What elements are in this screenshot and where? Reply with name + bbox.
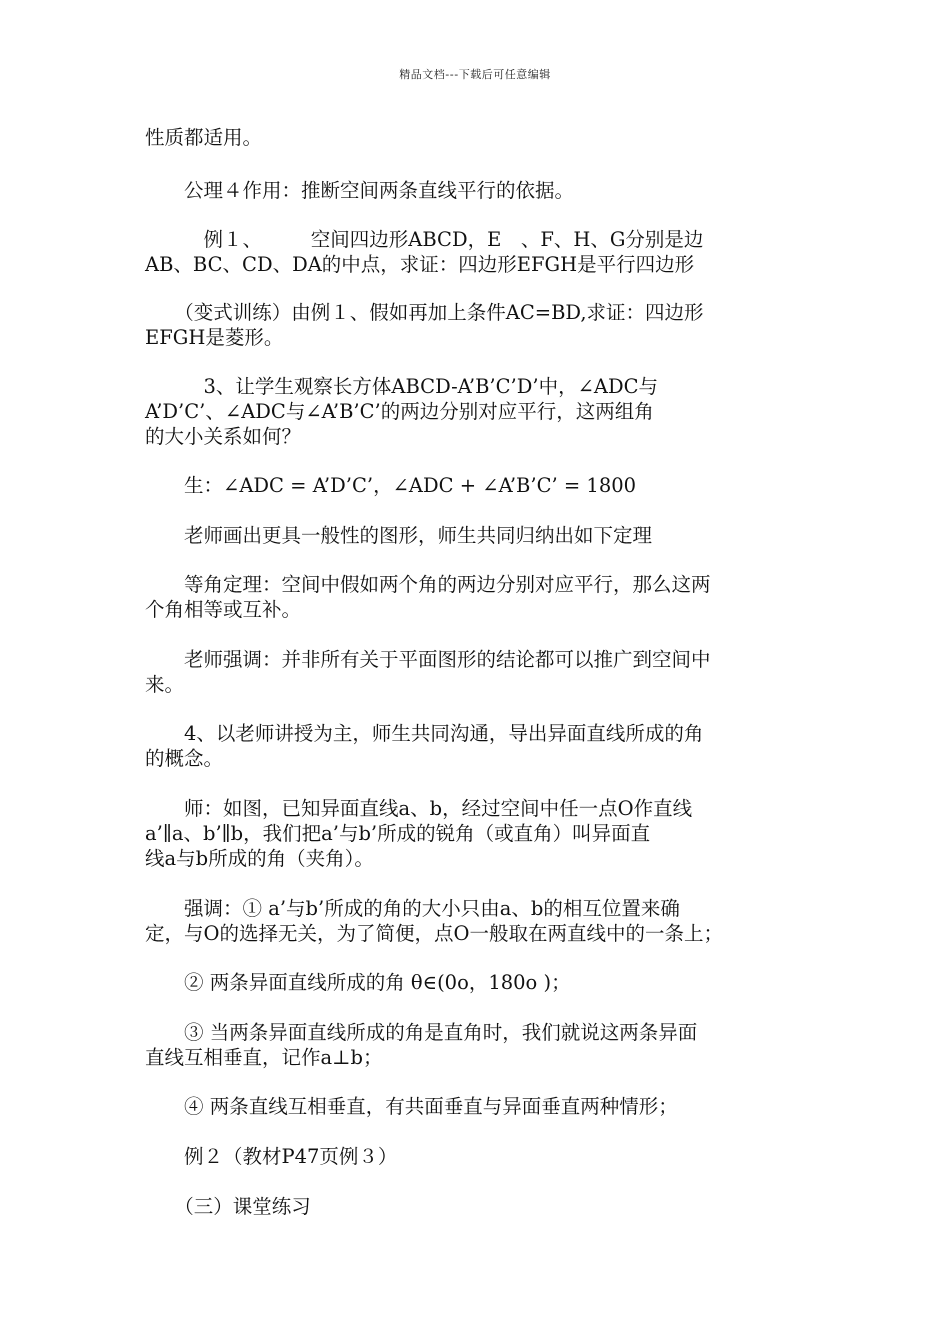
paragraph (145, 1144, 807, 1169)
text-line: （三）课堂练习 (145, 1195, 311, 1218)
text-line: 线a与b所成的角（夹角）。 (145, 847, 374, 870)
paragraph (145, 1020, 807, 1070)
paragraph (145, 473, 807, 498)
text-line: 个角相等或互补。 (145, 598, 302, 621)
text-line: A’D’C’、∠ADC与∠A’B’C’的两边分别对应平行，这两组角 (145, 400, 654, 423)
text-line: 3、让学生观察长方体ABCD-A’B’C’D’中，∠ADC与 (145, 375, 659, 398)
paragraph (145, 227, 807, 277)
paragraph (145, 647, 807, 697)
text-line: 定，与O的选择无关，为了简便，点O一般取在两直线中的一条上； (145, 922, 723, 945)
paragraph (145, 896, 807, 946)
paragraph (145, 125, 807, 150)
paragraph (145, 796, 807, 871)
paragraph (145, 523, 807, 548)
text-line: 公理４作用：推断空间两条直线平行的依据。 (145, 179, 575, 202)
text-line: ④ 两条直线互相垂直，有共面垂直与异面垂直两种情形； (145, 1095, 678, 1118)
text-line: 4、以老师讲授为主，师生共同沟通，导出异面直线所成的角 (145, 722, 704, 745)
text-line: 的概念。 (145, 747, 224, 770)
page-header: 精品文档---下载后可任意编辑 (399, 68, 551, 81)
paragraph (145, 1094, 807, 1119)
text-line: 的大小关系如何？ (145, 425, 302, 448)
paragraph (145, 1194, 807, 1219)
paragraph (145, 300, 807, 350)
text-line: AB、BC、CD、DA的中点，求证：四边形EFGH是平行四边形 (145, 253, 695, 276)
paragraph (145, 721, 807, 771)
text-line: a’∥a、b’∥b，我们把a’与b’所成的锐角（或直角）叫异面直 (145, 822, 651, 845)
text-line: EFGH是菱形。 (145, 326, 284, 349)
paragraph (145, 970, 807, 995)
text-line: 直线互相垂直，记作a⊥b； (145, 1046, 383, 1069)
text-line: ③ 当两条异面直线所成的角是直角时，我们就说这两条异面 (145, 1021, 698, 1044)
text-line: 等角定理：空间中假如两个角的两边分别对应平行，那么这两 (145, 573, 711, 596)
text-line: ② 两条异面直线所成的角 θ∈(0o，180o )； (145, 971, 571, 994)
text-line: 性质都适用。 (145, 126, 263, 149)
paragraph (145, 374, 807, 449)
text-line: 来。 (145, 673, 185, 696)
text-line: 例２（教材P47页例３） (145, 1145, 398, 1168)
text-line: 老师画出更具一般性的图形，师生共同归纳出如下定理 (145, 524, 653, 547)
text-line: 强调：① a’与b’所成的角的大小只由a、b的相互位置来确 (145, 897, 680, 920)
text-line: 师：如图，已知异面直线a、b，经过空间中任一点O作直线 (145, 797, 693, 820)
paragraph (145, 572, 807, 622)
text-line: 生：∠ADC = A’D’C’，∠ADC + ∠A’B’C’ = 1800 (145, 474, 637, 497)
paragraph (145, 178, 807, 203)
text-line: 例１、 空间四边形ABCD，E 、F、H、G分别是边 (145, 228, 704, 251)
text-line: （变式训练）由例１、假如再加上条件AC=BD,求证：四边形 (145, 301, 704, 324)
text-line: 老师强调：并非所有关于平面图形的结论都可以推广到空间中 (145, 648, 711, 671)
